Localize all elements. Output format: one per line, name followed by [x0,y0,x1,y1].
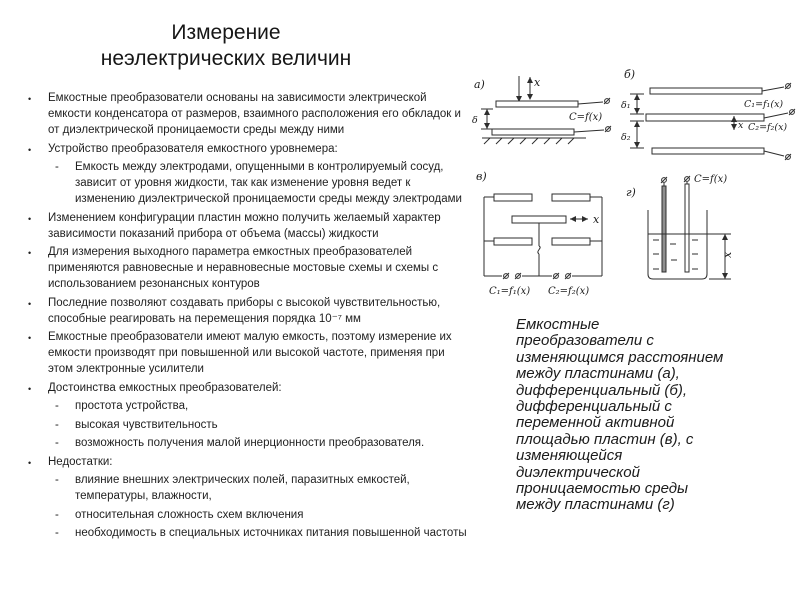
slide-title [26,20,426,72]
list-item [28,141,472,157]
caption-line: Емкостные [516,316,600,333]
list-item [28,454,472,470]
figure-g-capacitance-label: C=f(x) [694,174,728,185]
bullet-text: Недостатки: [48,455,113,468]
figure-b-cap1-label: C₁=f₁(x) [744,99,784,110]
electrode-right [685,184,689,272]
gap2-dimension [630,121,644,148]
caption-line: дифференциальный (б), [516,381,687,399]
caption-line: преобразователи с [516,332,654,350]
list-item [55,435,472,451]
bullet-text: возможность получения малой инерционности преобразователя. [75,437,425,449]
bullet-text: Устройство преобразователя емкостного уровнемера: [48,142,338,155]
top-plate [650,83,791,94]
bullet-marker: • [28,144,32,155]
figure-b-gap2-label: δ₂ [621,132,631,143]
displacement-arrow-icon [516,76,533,102]
movable-plate [512,216,566,276]
figure-g-level-gauge [624,170,752,298]
bullet-marker: • [28,333,32,343]
middle-plate [646,109,795,121]
caption-line: между пластинами (а), [516,365,680,383]
bullet-text: Достоинства емкостных преобразователей: [48,381,282,394]
bullet-marker: • [28,213,32,224]
bottom-plate [652,148,791,160]
electrode-left [662,186,666,272]
caption-line: проницаемостью среды [516,480,689,498]
list-item [55,417,472,433]
list-item [55,472,472,504]
bullet-text: влияние внешних электрических полей, паразитных емкостей, температуры, влажности, [75,474,410,502]
list-item [55,159,472,207]
figure-b-cap2-label: C₂=f₂(x) [748,122,788,133]
bullet-marker: • [28,298,32,309]
list-item [28,210,472,242]
figure-v-label: в) [476,170,487,183]
dash-marker: - [55,508,59,521]
list-item [55,507,472,523]
slide-title-line1: Измерение [171,21,281,44]
bullet-text: простота устройства, [75,400,189,412]
dash-marker: - [55,437,59,449]
figure-a-gap-label: δ [472,115,478,126]
ground-hatch-icon [482,138,586,144]
list-item [28,90,472,138]
dash-marker: - [55,400,59,412]
figure-v-x-label: x [593,213,600,226]
bullet-text: необходимость в специальных источниках питания повышенной частоты [75,527,467,539]
displacement-arrow-icon [570,216,588,222]
caption-line: переменной активной [516,414,675,432]
figure-g-x-label: x [721,251,734,258]
dash-marker: - [55,474,59,486]
dash-marker: - [55,161,59,173]
caption-line: между пластинами (г) [516,496,675,514]
figure-caption [516,317,772,514]
list-item [55,398,472,414]
bullet-text: Для измерения выходного параметра емкостных преобразователей применяются равновесные и неравновесные мостовые схемы и схемы с использованием резонансных контуров [48,246,439,290]
gap1-dimension [630,94,644,114]
figure-b-x-label: x [738,120,744,131]
list-item [28,295,472,327]
bullet-text: Емкость между электродами, опущенными в контролируемый сосуд, зависит от уровня жидкости, так как изменение уровня ведет к изменению диэлектрической проницаемости среды между электродами [75,161,462,205]
figure-v-cap2-label: C₂=f₂(x) [548,286,590,297]
caption-line: дифференциальный с [516,398,672,416]
figure-b-label: б) [624,68,636,81]
output-terminals [484,273,602,279]
list-item [28,329,472,377]
bullet-marker: • [28,457,32,468]
bullet-list [28,90,472,544]
gap-dimension [481,109,493,129]
caption-line: диэлектрической [516,463,640,481]
bullet-text: Последние позволяют создавать приборы с высокой чувствительностью, способные реагировать на перемещения порядка 10⁻⁷ мм [48,296,441,325]
bullet-text: высокая чувствительность [75,418,218,431]
bullet-text: Емкостные преобразователи имеют малую емкость, поэтому измерение их емкости производят при повышенной или высокой частоте, применяя при этом электронные усилители [48,331,452,375]
bullet-text: относительная сложность схем включения [75,508,304,521]
figure-a-label: а) [474,78,485,91]
figure-a-varying-distance [468,72,620,168]
figure-v-variable-area [472,166,614,302]
dash-marker: - [55,527,59,539]
list-item [28,380,472,396]
bottom-plate [492,126,611,135]
top-plate [496,98,610,107]
bullet-text: Емкостные преобразователи основаны на зависимости электрической емкости конденсатора от размеров, взаимного расположения его обкладок и от диэлектрической проницаемости среды между ними [48,92,461,136]
figure-a-capacitance-label: C=f(x) [569,112,603,123]
dash-marker: - [55,418,59,431]
figure-b-gap1-label: δ₁ [621,100,631,111]
bullet-marker: • [28,94,32,104]
caption-line: изменяющимся расстоянием [516,348,724,366]
list-item [28,244,472,292]
caption-line: площадью пластин (в), с [516,430,694,448]
figure-a-x-label: x [534,76,541,89]
slide-title-line2: неэлектрических величин [100,47,352,70]
bullet-text: Изменением конфигурации пластин можно получить желаемый характер зависимости показаний прибора от объема (массы) жидкости [48,211,441,240]
caption-line: изменяющейся [516,447,623,465]
figure-b-differential [620,64,800,168]
list-item [55,525,472,541]
bullet-marker: • [28,383,32,394]
bullet-marker: • [28,248,32,258]
wire-frame [484,197,602,276]
figure-v-cap1-label: C₁=f₁(x) [489,286,531,297]
figure-g-label: г) [626,186,636,199]
